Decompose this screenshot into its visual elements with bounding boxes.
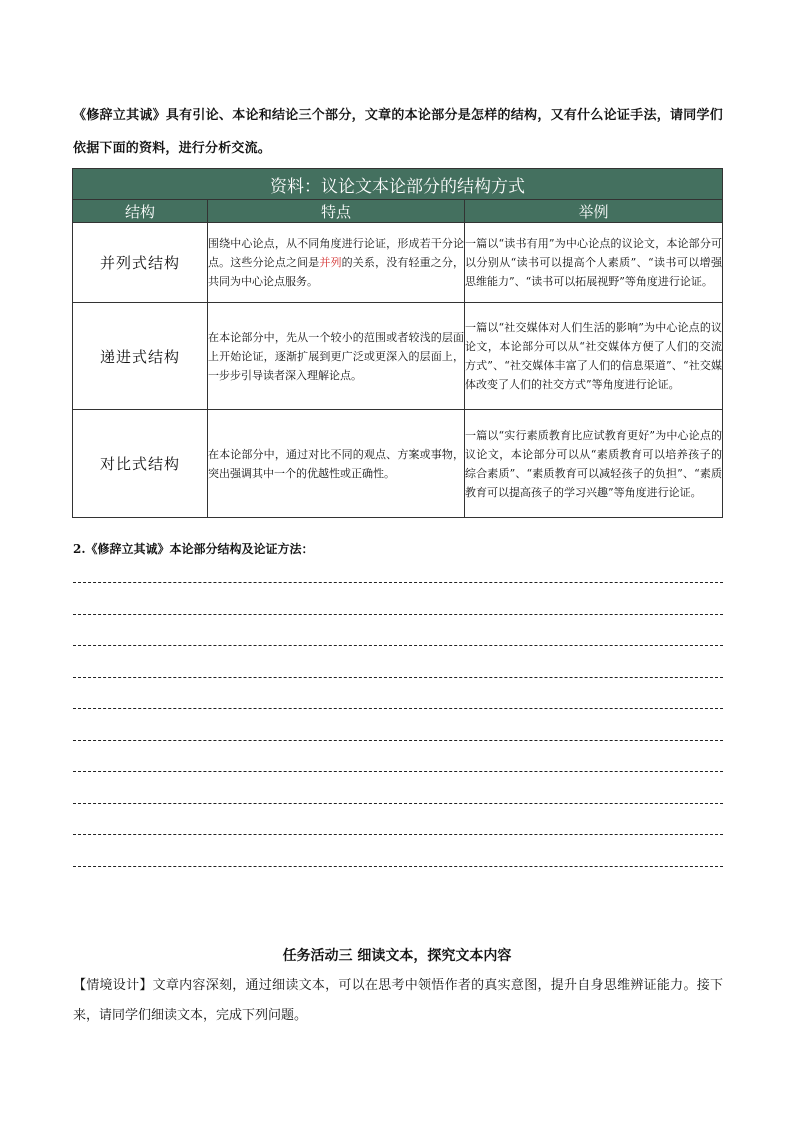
answer-line[interactable]	[73, 740, 723, 741]
answer-line[interactable]	[73, 645, 723, 646]
structure-type: 对比式结构	[73, 410, 208, 518]
feature-text-end: 的关系，没有轻重之分，共同为中心论点服务。	[208, 256, 465, 288]
structure-example: 一篇以“实行素质教育比应试教育更好”为中心论点的议论文，本论部分可以从“素质教育可以培养孩子的综合素质”、“素质教育可以减轻孩子的负担”、“素质教育可以提高孩子的学习兴趣”等角度进行论证。	[465, 410, 723, 518]
answer-line[interactable]	[73, 614, 723, 615]
structure-table	[72, 168, 723, 518]
intro-paragraph: 《修辞立其诚》具有引论、本论和结论三个部分，文章的本论部分是怎样的结构，又有什么论证手法，请同学们依据下面的资料，进行分析交流。	[73, 108, 723, 156]
structure-feature	[208, 223, 465, 303]
structure-feature	[208, 410, 465, 518]
question-2-label: 2.《修辞立其诚》本论部分结构及论证方法：	[73, 542, 314, 556]
answer-line[interactable]	[73, 803, 723, 804]
answer-line[interactable]	[73, 582, 723, 583]
table-row	[73, 223, 723, 303]
structure-type: 并列式结构	[73, 223, 208, 303]
scenario-paragraph: 【情境设计】文章内容深刻，通过细读文本，可以在思考中领悟作者的真实意图，提升自身思维辨证能力。接下来，请同学们细读文本，完成下列问题。	[73, 978, 723, 1023]
answer-line[interactable]	[73, 677, 723, 678]
feature-highlight: 并列	[319, 256, 342, 269]
answer-line[interactable]	[73, 866, 723, 867]
feature-text: 围绕中心论点，从不同角度进行论证，形成若干分论点。这些分论点之间是	[208, 237, 464, 269]
feature-text: 在本论部分中，通过对比不同的观点、方案或事物，突出强调其中一个的优越性或正确性。	[208, 447, 464, 480]
answer-line[interactable]	[73, 771, 723, 772]
answer-line[interactable]	[73, 708, 723, 709]
header-structure: 结构	[73, 200, 208, 223]
structure-example: 一篇以“社交媒体对人们生活的影响”为中心论点的议论文，本论部分可以从“社交媒体方便了人们的交流方式”、“社交媒体丰富了人们的信息渠道”、“社交媒体改变了人们的社交方式”等角度进行论证。	[465, 303, 723, 410]
feature-text: 在本论部分中，先从一个较小的范围或者较浅的层面上开始论证，逐渐扩展到更广泛或更深入的层面上，一步步引导读者深入理解论点。	[208, 330, 464, 382]
section-3-title: 任务活动三 细读文本，探究文本内容	[282, 948, 512, 964]
answer-line[interactable]	[73, 834, 723, 835]
structure-feature	[208, 303, 465, 410]
table-banner-row	[73, 169, 723, 200]
table-row	[73, 410, 723, 518]
structure-type: 递进式结构	[73, 303, 208, 410]
table-header-row	[73, 200, 723, 223]
table-title: 资料：议论文本论部分的结构方式	[73, 169, 723, 200]
header-feature: 特点	[208, 200, 465, 223]
structure-example: 一篇以“读书有用”为中心论点的议论文，本论部分可以分别从“读书可以提高个人素质”、“读书可以增强思维能力”、“读书可以拓展视野”等角度进行论证。	[465, 223, 723, 303]
table-row	[73, 303, 723, 410]
header-example: 举例	[465, 200, 723, 223]
